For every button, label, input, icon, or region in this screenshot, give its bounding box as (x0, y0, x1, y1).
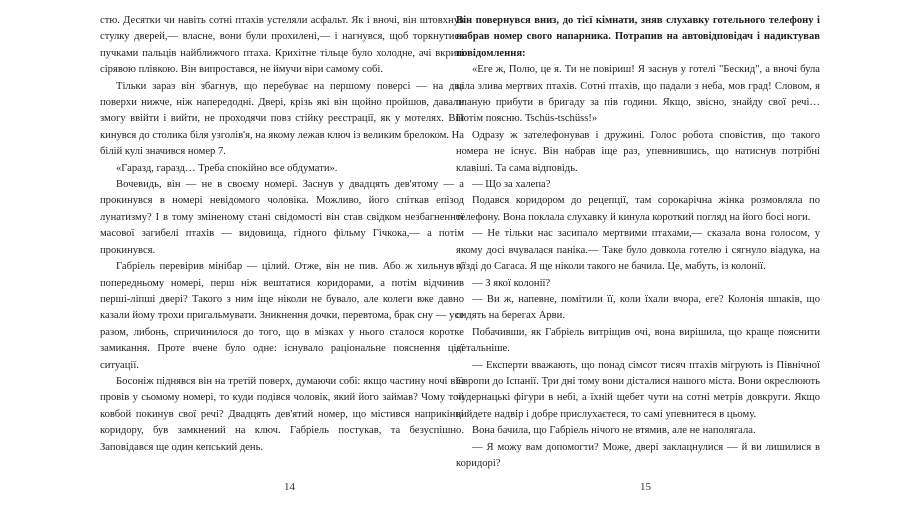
right-paragraph-7: — Ви ж, напевне, помітили її, коли їхали вчора, еге? Колонія шпаків, що сидять на берегах Арви. (456, 293, 820, 322)
left-paragraph-5: Габріель перевірив мінібар — цілий. Отже, він не пив. Або ж хильнув у попередньому номері, перш ніж вештатися коридорами, а потім відчинив перші-ліпші двері? Такого з ним іще ніколи не бувало, але колеги вже давно казали йому трохи пригальмувати. Зникнення дочки, перевтома, брак сну — усе разом, либонь, спричинилося до того, що в мізках у нього сталося коротке замикання. Проте вчене було одне: існувало раціональне пояснення цієї ситуації. (100, 261, 464, 371)
right-paragraph-1: «Еге ж, Полю, це я. Ти не повіриш! Я заснув у готелі "Бескид", а вночі була ціла злива мертвих птахів. Сотні птахів, що падали з неба, мов град! Словом, я планую прибути в бригаду за пів години. Якщо, звісно, знайду свої речі… Потім поясню. Tschüs-tschüss!» (456, 64, 820, 125)
right-paragraph-3: — Що за халепа? (472, 179, 551, 191)
left-paragraph-3: «Гаразд, гаразд… Треба спокійно все обдумати». (116, 162, 338, 174)
left-paragraph-4: Вочевидь, він — не в своєму номері. Заснув у двадцять дев'ятому — а прокинувся в номері невідомого чоловіка. Можливо, його спіткав епізод лунатизму? І в тому зміненому стані свідомості він став свідком незбагненної масової загибелі птахів — видовища, гідного фільму Гічкока,— а потім прокинувся. (100, 179, 464, 256)
right-intro-bold: Він повернувся вниз, до тієї кімнати, зняв слухавку готельного телефону і набрав номер свого напарника. Потрапив на автовідповідач і надиктував повідомлення: (456, 15, 820, 59)
left-paragraph-6: Босоніж піднявся він на третій поверх, думаючи собі: якщо частину ночі він провів у сьомому номері, то куди подівся чоловік, який його займав? Чому той ковбой покинув свої речі? Двадцять дев'ятий номер, що містився наприкінці коридору, був замкнений на ключ. Габріель постукав, та безуспішно. Заповідався ще один кепський день. (100, 375, 464, 453)
right-paragraph-5: — Не тільки нас засипало мертвими птахами,— сказала вона голосом, у якому досі вчувалася паніка.— Таке було довкола готелю і сягнуло віадука, на в'їзді до Сагаса. Я ще ніколи такого не бачила. Це, мабуть, із колонії. (456, 228, 820, 273)
right-paragraph-2: Одразу ж зателефонував і дружині. Голос робота сповістив, що такого номера не існує. Він набрав іще раз, упевнившись, що натиснув потрібні клавіші. Та сама відповідь. (456, 129, 820, 174)
page-number-right: 15 (640, 481, 651, 493)
right-paragraph-4: Подався коридором до рецепції, там сорокарічна жінка розмовляла по телефону. Вона поклала слухавку й кинула короткий погляд на його босі ноги. (456, 195, 820, 223)
right-page (456, 13, 820, 472)
left-paragraph-2: Тільки зараз він збагнув, що перебуває на першому поверсі — на два поверхи нижче, ніж напередодні. Двері, крізь які він щойно пройшов, давали змогу ввійти і вийти, не проходячи повз стійку реєстрації, як у мотелях. Він кинувся до столика біля узголів'я, на якому лежав ключ із великим брелоком. На білій кулі значився номер 7. (100, 80, 464, 158)
left-page (100, 13, 464, 456)
page-number-left: 14 (284, 481, 295, 493)
right-paragraph-9: — Експерти вважають, що понад сімсот тисяч птахів мігрують із Північної Європи до Іспанії. Три дні тому вони дісталися нашого міста. Вони окреслюють чудернацькі фігури в небі, а їхній щебет чути на сотні метрів довкруги. Якщо вийдете надвір і добре прислухаєтеся, то самі упевнитеся в цьому. (456, 359, 820, 420)
left-paragraph-1: стю. Десятки чи навіть сотні птахів устеляли асфальт. Як і вночі, він штовхнув стулку дверей,— власне, вони були прохилені,— і нагнувся, щоб торкнутися пучками пальців найближчого птаха. Крихітне тільце було холодне, ачі вкриті сірявою плівкою. Він випростався, не ймучи віри самому собі. (100, 15, 464, 76)
right-paragraph-6: — З якої колонії? (472, 277, 551, 289)
right-paragraph-10: Вона бачила, що Габріель нічого не втямив, але не наполягала. (472, 425, 756, 437)
right-paragraph-8: Побачивши, як Габріель витріщив очі, вона вирішила, що краще пояснити детальніше. (456, 326, 820, 355)
right-paragraph-11: — Я можу вам допомогти? Може, двері заклацнулися — й ви лишилися в коридорі? (456, 441, 820, 469)
